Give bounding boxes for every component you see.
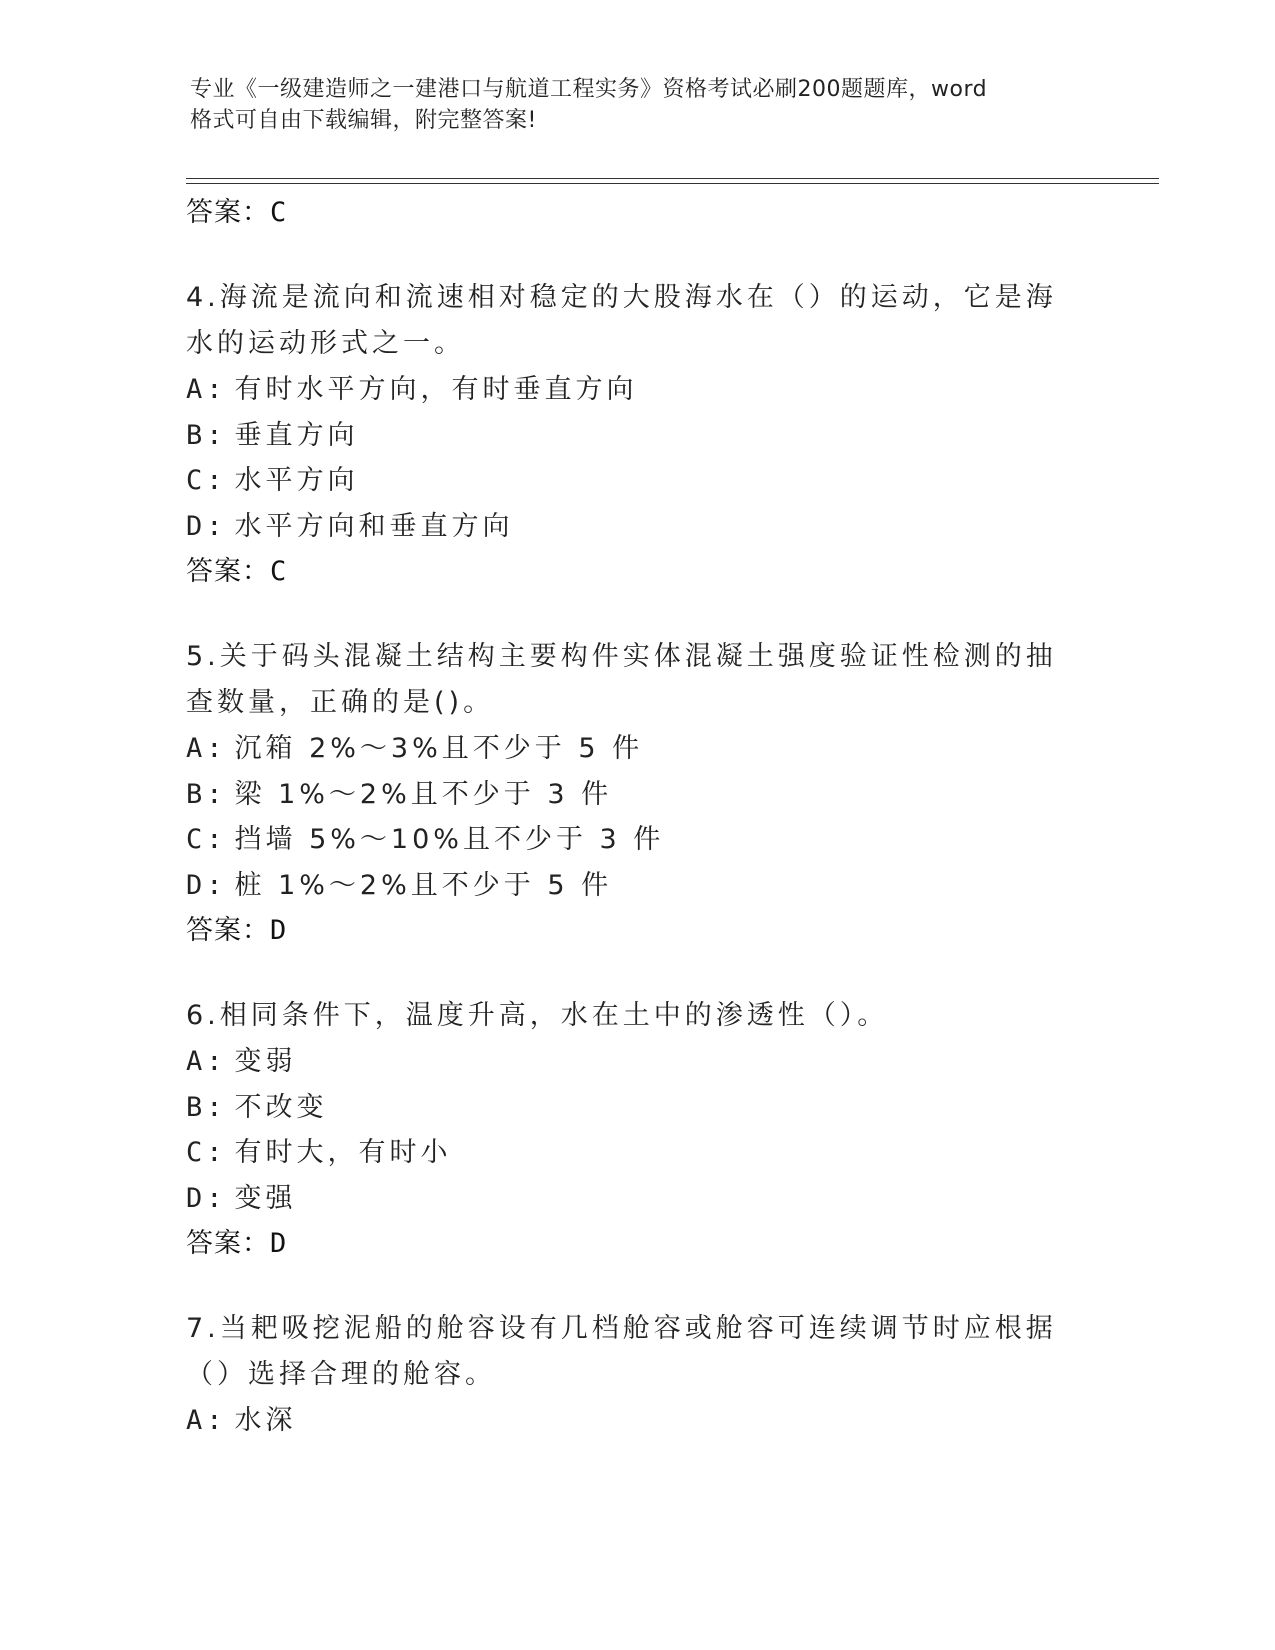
option-key: B:	[186, 1091, 227, 1123]
answer-value: C	[270, 556, 288, 587]
question-stem: 5.关于码头混凝土结构主要构件实体混凝土强度验证性检测的抽查数量，正确的是()。	[186, 641, 1057, 718]
option-text: 挡墙 5%～10%且不少于 3 件	[234, 824, 665, 855]
option-b	[186, 772, 1086, 818]
answer-value: C	[270, 197, 288, 228]
header-line-2: 格式可自由下载编辑，附完整答案!	[190, 108, 537, 133]
option-a	[186, 367, 1086, 413]
option-key: B:	[186, 419, 227, 451]
option-key: A:	[186, 1046, 227, 1077]
option-key: D:	[186, 869, 227, 901]
question-stem: 7.当耙吸挖泥船的舱容设有几档舱容或舱容可连续调节时应根据（）选择合理的舱容。	[186, 1313, 1057, 1390]
option-a	[186, 1039, 1086, 1085]
question-item	[186, 993, 1086, 1266]
option-key: C:	[186, 465, 227, 496]
option-key: A:	[186, 733, 227, 764]
question-item	[186, 275, 1086, 594]
answer-line	[186, 908, 1086, 953]
option-b	[186, 413, 1086, 459]
option-text: 水深	[234, 1405, 297, 1436]
option-key: D:	[186, 1182, 227, 1214]
option-d	[186, 504, 1086, 550]
document-header	[190, 74, 1070, 136]
option-key: B:	[186, 778, 227, 810]
option-key: A:	[186, 374, 227, 405]
option-key: C:	[186, 824, 227, 855]
option-d	[186, 1176, 1086, 1222]
header-divider-bottom	[186, 183, 1159, 184]
answer-value: D	[270, 915, 288, 946]
answer-prefix: 答案：	[186, 197, 270, 228]
option-text: 不改变	[234, 1091, 328, 1123]
answer-line	[186, 190, 1086, 235]
answer-line	[186, 1221, 1086, 1266]
option-key: D:	[186, 510, 227, 542]
option-text: 桩 1%～2%且不少于 5 件	[234, 869, 613, 901]
header-divider-top	[186, 178, 1159, 179]
option-text: 水平方向	[234, 465, 359, 496]
option-c	[186, 458, 1086, 504]
question-item	[186, 1306, 1086, 1444]
option-c	[186, 817, 1086, 863]
option-a	[186, 726, 1086, 772]
option-a	[186, 1398, 1086, 1444]
answer-prefix: 答案：	[186, 915, 270, 946]
option-text: 垂直方向	[234, 419, 359, 451]
question-list	[186, 190, 1086, 1444]
option-text: 梁 1%～2%且不少于 3 件	[234, 778, 613, 810]
option-text: 有时水平方向，有时垂直方向	[234, 374, 638, 405]
question-stem: 4.海流是流向和流速相对稳定的大股海水在（）的运动，它是海水的运动形式之一。	[186, 282, 1057, 359]
option-key: C:	[186, 1137, 227, 1168]
option-d	[186, 863, 1086, 909]
option-text: 沉箱 2%～3%且不少于 5 件	[234, 733, 644, 764]
option-b	[186, 1085, 1086, 1131]
option-c	[186, 1130, 1086, 1176]
option-text: 水平方向和垂直方向	[234, 510, 514, 542]
question-item	[186, 634, 1086, 953]
option-text: 有时大，有时小	[234, 1137, 452, 1168]
option-text: 变弱	[234, 1046, 297, 1077]
option-key: A:	[186, 1405, 227, 1436]
answer-prefix: 答案：	[186, 556, 270, 587]
header-line-1: 专业《一级建造师之一建港口与航道工程实务》资格考试必刷200题题库，word	[190, 77, 988, 102]
answer-prefix: 答案：	[186, 1228, 270, 1259]
option-text: 变强	[234, 1182, 297, 1214]
question-stem: 6.相同条件下，温度升高，水在土中的渗透性（）。	[186, 1000, 889, 1031]
answer-value: D	[270, 1228, 288, 1259]
answer-line	[186, 549, 1086, 594]
